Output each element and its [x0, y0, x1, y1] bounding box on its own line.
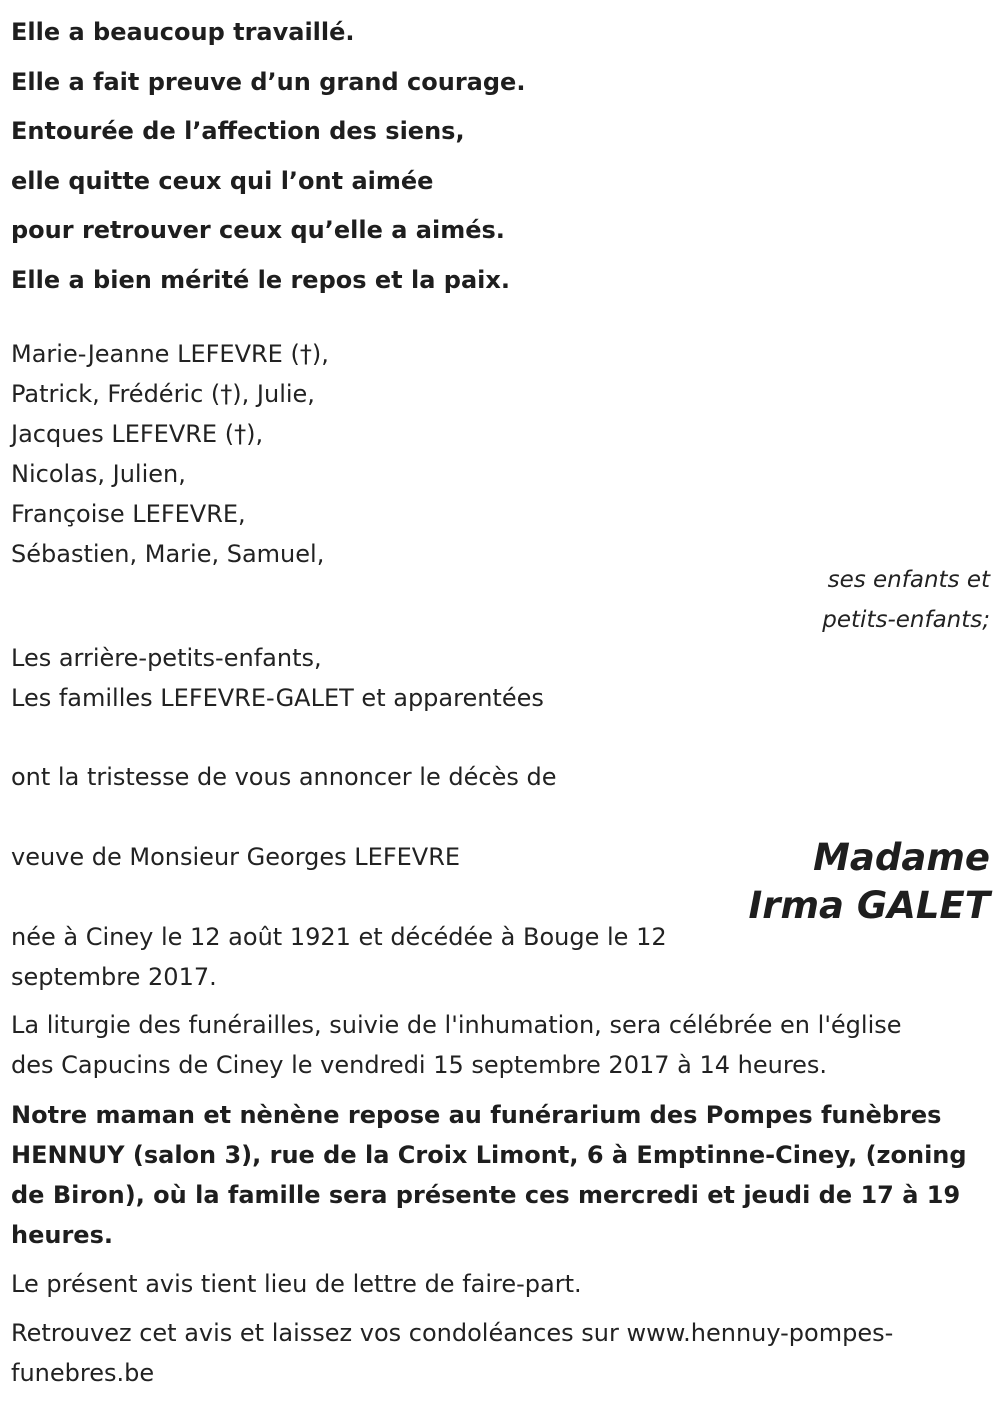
funerarium-line: heures. [11, 1221, 113, 1249]
liturgy-line: des Capucins de Ciney le vendredi 15 septembre 2017 à 14 heures. [11, 1051, 828, 1079]
family-name-line: Françoise LEFEVRE, [11, 500, 246, 528]
condolences-line: Retrouvez cet avis et laissez vos condoléances sur www.hennuy-pompes- [11, 1319, 894, 1347]
family-name-line: Sébastien, Marie, Samuel, [11, 540, 325, 568]
poem-line: Elle a fait preuve d’un grand courage. [11, 67, 526, 96]
condolences-line: funebres.be [11, 1359, 155, 1387]
deceased-title: Madame [813, 836, 990, 879]
relation-line: ses enfants et [827, 567, 990, 593]
family-relation [822, 560, 990, 640]
extended-family [11, 638, 911, 718]
poem-line: Elle a bien mérité le repos et la paix. [11, 265, 510, 294]
funerarium-line: Notre maman et nènène repose au funérarium des Pompes funèbres [11, 1101, 942, 1129]
deceased-name: Irma GALET [748, 884, 990, 927]
poem [11, 8, 911, 305]
deceased-name-block [748, 834, 990, 930]
notice-statement: Le présent avis tient lieu de lettre de faire-part. [11, 1270, 582, 1298]
extended-family-line: Les familles LEFEVRE-GALET et apparentées [11, 684, 544, 712]
family-name-line: Patrick, Frédéric (†), Julie, [11, 380, 315, 408]
poem-line: Elle a beaucoup travaillé. [11, 18, 355, 46]
widow-of: veuve de Monsieur Georges LEFEVRE [11, 843, 461, 871]
extended-family-line: Les arrière-petits-enfants, [11, 644, 322, 672]
funeral-liturgy [11, 1005, 996, 1085]
family-name-line: Marie-Jeanne LEFEVRE (†), [11, 340, 329, 368]
family-name-line: Nicolas, Julien, [11, 460, 186, 488]
condolences-info [11, 1313, 996, 1393]
funerarium-info [11, 1095, 996, 1255]
poem-line: Entourée de l’affection des siens, [11, 117, 465, 145]
funerarium-line: de Biron), où la famille sera présente ces mercredi et jeudi de 17 à 19 [11, 1181, 961, 1209]
funerarium-line: HENNUY (salon 3), rue de la Croix Limont, 6 à Emptinne-Ciney, (zoning [11, 1141, 967, 1169]
liturgy-line: La liturgie des funérailles, suivie de l'inhumation, sera célébrée en l'église [11, 1011, 902, 1039]
birth-death-dates: née à Ciney le 12 août 1921 et décédée à Bouge le 12 septembre 2017. [11, 923, 667, 991]
poem-line: elle quitte ceux qui l’ont aimée [11, 166, 434, 195]
poem-line: pour retrouver ceux qu’elle a aimés. [11, 216, 505, 244]
death-announcement: ont la tristesse de vous annoncer le décès de [11, 763, 557, 791]
family-names [11, 334, 911, 574]
relation-line: petits-enfants; [822, 607, 990, 633]
family-name-line: Jacques LEFEVRE (†), [11, 420, 264, 448]
